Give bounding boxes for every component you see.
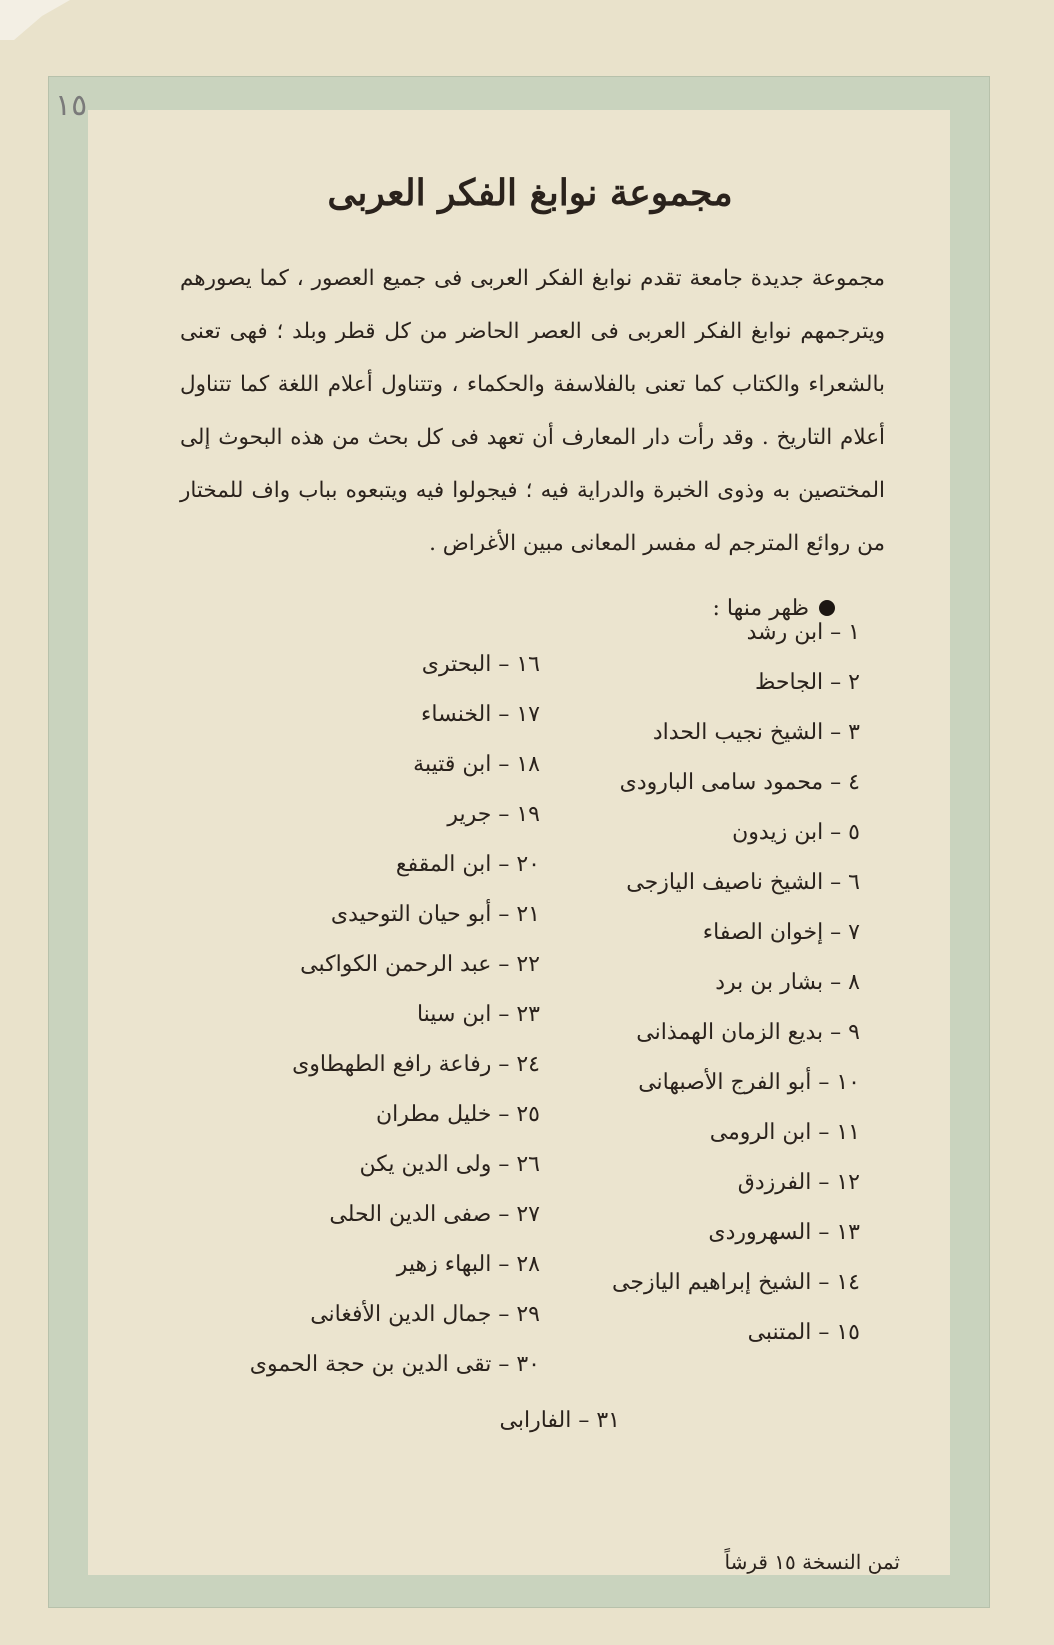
- list-item: ٢٢ – عبد الرحمن الكواكبى: [300, 952, 540, 977]
- list-item: ٥ – ابن زيدون: [732, 820, 860, 845]
- list-item: ١٦ – البحترى: [421, 652, 540, 677]
- list-item: ١٥ – المتنبى: [747, 1320, 860, 1345]
- list-item: ١٩ – جرير: [447, 802, 540, 827]
- list-item: ٢٠ – ابن المقفع: [395, 852, 540, 877]
- page-title: مجموعة نوابغ الفكر العربى: [327, 172, 733, 214]
- list-item: ١٤ – الشيخ إبراهيم اليازجى: [612, 1270, 860, 1295]
- price-note: ثمن النسخة ١٥ قرشاً: [724, 1550, 900, 1574]
- list-item: ٤ – محمود سامى البارودى: [619, 770, 860, 795]
- list-item: ٣٠ – تقى الدين بن حجة الحموى: [249, 1352, 540, 1377]
- list-item: ٢ – الجاحظ: [754, 670, 860, 695]
- list-item: ٨ – بشار بن برد: [715, 970, 860, 995]
- list-item: ٢٧ – صفى الدين الحلى: [329, 1202, 540, 1227]
- intro-paragraph: مجموعة جديدة جامعة تقدم نوابغ الفكر العربى فى جميع العصور ، كما يصورهم ويترجمهم نوابغ الفكر العربى فى العصر الحاضر من كل قطر وبلد ؛ فهى تعنى بالشعراء والكتاب كما تعنى بالفلاسفة والحكماء ، وتتناول أعلام اللغة كما تتناول أعلام التاريخ . وقد رأت دار المعارف أن تعهد فى كل بحث من هذه البحوث إلى المختصين به وذوى الخبرة والدراية فيه ؛ فيجولوا فيه ويتبعوه بباب واف للمختار من روائع المترجم له مفسر المعانى مبين الأغراض .: [180, 266, 885, 556]
- list-item: ١٧ – الخنساء: [421, 702, 540, 727]
- handwritten-page-number: ١٥: [55, 88, 88, 123]
- list-item: ٢٥ – خليل مطران: [375, 1102, 540, 1127]
- list-item: ٢٤ – رفاعة رافع الطهطاوى: [292, 1052, 540, 1077]
- list-item: ١٨ – ابن قتيبة: [413, 752, 540, 777]
- list-item: ٢٣ – ابن سينا: [416, 1002, 540, 1027]
- list-item: ٢٩ – جمال الدين الأفغانى: [310, 1302, 540, 1327]
- published-label: ظهر منها :: [712, 595, 809, 621]
- list-item: ١٣ – السهروردى: [708, 1220, 860, 1245]
- list-item: ٦ – الشيخ ناصيف اليازجى: [626, 870, 860, 895]
- list-item: ٢١ – أبو حيان التوحيدى: [330, 902, 540, 927]
- list-item: ١ – ابن رشد: [746, 620, 860, 645]
- list-item: ٢٨ – البهاء زهير: [396, 1252, 540, 1277]
- list-item: ٧ – إخوان الصفاء: [702, 920, 860, 945]
- list-item-last: ٣١ – الفارابى: [499, 1408, 620, 1433]
- list-item: ١٠ – أبو الفرج الأصبهانى: [638, 1070, 860, 1095]
- list-item: ٩ – بديع الزمان الهمذانى: [636, 1020, 860, 1045]
- bullet-icon: [819, 600, 835, 616]
- list-item: ٣ – الشيخ نجيب الحداد: [652, 720, 860, 745]
- list-item: ٢٦ – ولى الدين يكن: [359, 1152, 540, 1177]
- list-item: ١١ – ابن الرومى: [709, 1120, 860, 1145]
- list-item: ١٢ – الفرزدق: [737, 1170, 860, 1195]
